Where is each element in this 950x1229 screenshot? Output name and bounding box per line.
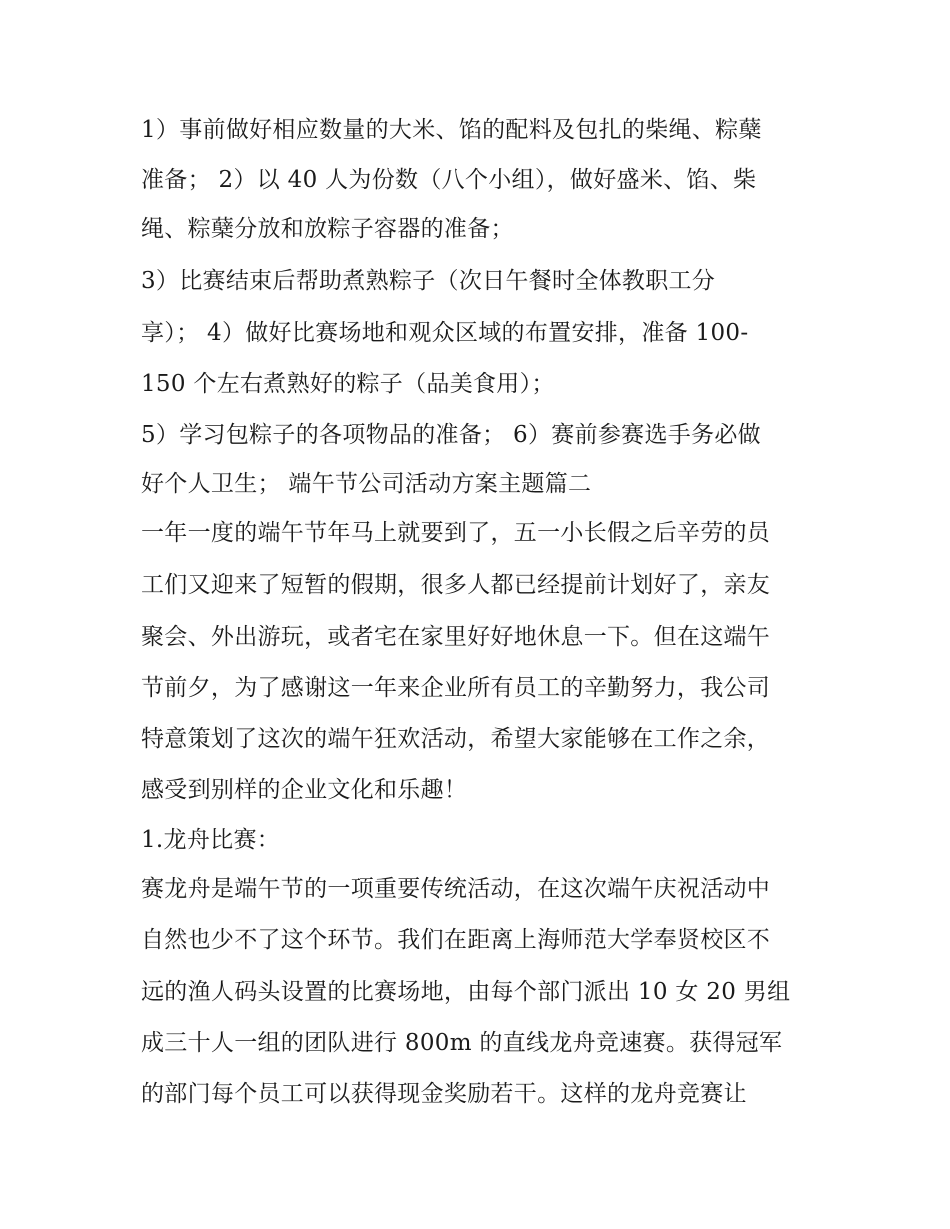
text-line: 享）； 4）做好比赛场地和观众区域的布置安排，准备 100- [141, 320, 749, 346]
text-line: 1）事前做好相应数量的大米、馅的配料及包扎的柴绳、粽蘖 [141, 117, 762, 143]
text-line: 特意策划了这次的端午狂欢活动，希望大家能够在工作之余， [141, 726, 771, 752]
text-line: 感受到别样的企业文化和乐趣！ [141, 777, 468, 803]
section-heading: 1.龙舟比赛： [141, 827, 281, 853]
text-line: 5）学习包粽子的各项物品的准备； 6）赛前参赛选手务必做 [141, 422, 761, 448]
text-line: 聚会、外出游玩，或者宅在家里好好地休息一下。但在这端午 [141, 624, 771, 650]
text-line: 节前夕，为了感谢这一年来企业所有员工的辛勤努力，我公司 [141, 675, 771, 701]
text-line: 一年一度的端午节年马上就要到了，五一小长假之后辛劳的员 [141, 520, 771, 546]
text-line: 绳、粽蘖分放和放粽子容器的准备； [141, 216, 514, 242]
text-line: 准备； 2）以 40 人为份数（八个小组），做好盛米、馅、柴 [141, 167, 757, 193]
text-line: 远的渔人码头设置的比赛场地，由每个部门派出 10 女 20 男组 [141, 979, 791, 1005]
text-line: 150 个左右煮熟好的粽子（品美食用）； [141, 371, 555, 397]
text-line: 成三十人一组的团队进行 800m 的直线龙舟竞速赛。获得冠军 [141, 1030, 783, 1056]
text-line: 3）比赛结束后帮助煮熟粽子（次日午餐时全体教职工分 [141, 268, 716, 294]
text-line: 好个人卫生； 端午节公司活动方案主题篇二 [141, 471, 592, 497]
text-line: 的部门每个员工可以获得现金奖励若干。这样的龙舟竞赛让 [141, 1081, 747, 1107]
text-line: 赛龙舟是端午节的一项重要传统活动，在这次端午庆祝活动中 [141, 876, 771, 902]
text-line: 自然也少不了这个环节。我们在距离上海师范大学奉贤校区不 [141, 927, 771, 953]
text-line: 工们又迎来了短暂的假期，很多人都已经提前计划好了，亲友 [141, 572, 771, 598]
